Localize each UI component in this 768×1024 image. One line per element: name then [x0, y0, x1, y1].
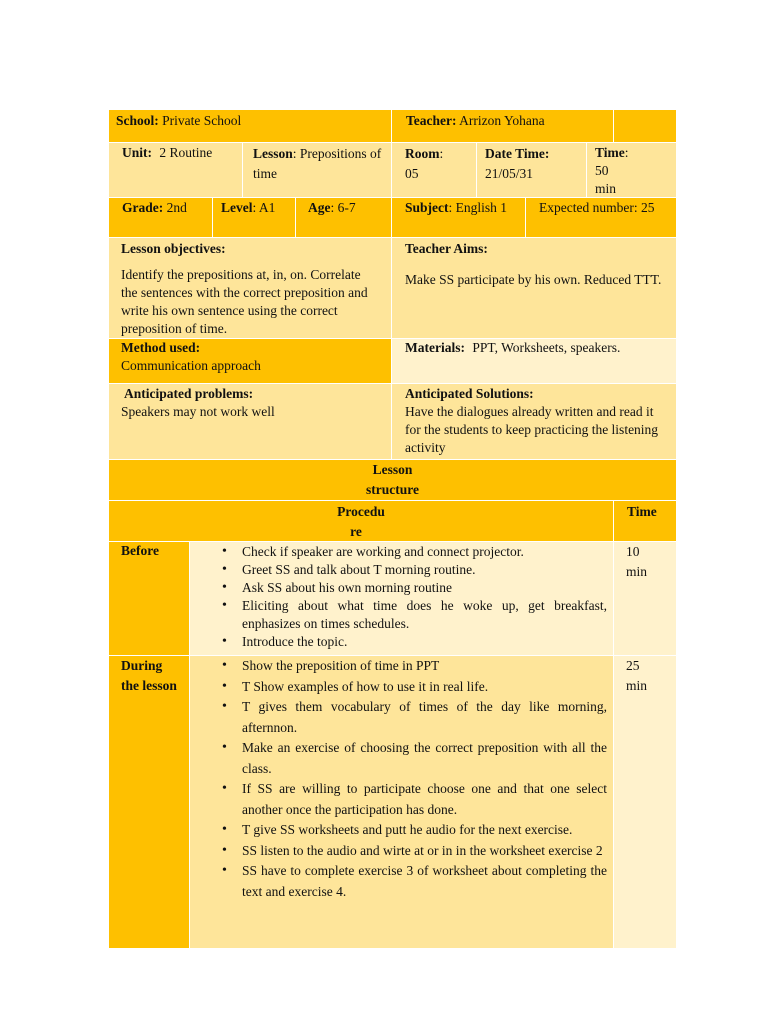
time-label: Time [595, 145, 625, 160]
before-time-number: 10 [626, 544, 640, 559]
level-label: Level [221, 200, 253, 215]
during-list-item: • T gives them vocabulary of times of the day like morning, afternnon. [190, 697, 613, 738]
before-list-item: • Introduce the topic. [190, 633, 613, 651]
problems-cell [109, 384, 391, 459]
during-list-item: • SS listen to the audio and wirte at or in in the worksheet exercise 2 [190, 841, 613, 862]
during-list-item: • T Show examples of how to use it in real life. [190, 677, 613, 698]
teacher-cell [392, 110, 613, 142]
problems-text: Speakers may not work well [121, 404, 275, 419]
method-text: Communication approach [121, 358, 261, 373]
before-list-item: • Eliciting about what time does he woke up, get breakfast, enphasizes on times schedules. [190, 597, 613, 633]
materials-text: PPT, Worksheets, speakers. [472, 340, 621, 355]
subject-label: Subject [405, 200, 449, 215]
lesson-cell [243, 143, 391, 197]
before-time-cell [614, 542, 676, 655]
objectives-cell [109, 238, 391, 338]
teacher-value: Arrizon Yohana [459, 113, 545, 128]
time-header [614, 501, 676, 541]
during-label-line2: the lesson [121, 678, 177, 693]
lesson-value: : Prepositions of time [253, 146, 382, 181]
expected-number-cell [526, 198, 676, 237]
date-time-label: Date Time: [485, 146, 550, 161]
room-value: 05 [405, 166, 419, 181]
before-list-item: • Ask SS about his own morning routine [190, 579, 613, 597]
during-label-line1: During [121, 658, 163, 673]
grade-value: 2nd [166, 200, 187, 215]
level-cell [213, 198, 295, 237]
lesson-structure-line1: Lesson [372, 462, 413, 477]
time-colon: : [624, 145, 629, 160]
lesson-label: Lesson [253, 146, 293, 161]
procedure-line2: re [350, 524, 362, 539]
age-label: Age [308, 200, 331, 215]
during-list-item: • Show the preposition of time in PPT [190, 656, 613, 677]
procedure-header [109, 501, 613, 541]
time-value: 50 min [595, 163, 617, 196]
during-procedure-cell [190, 656, 613, 948]
date-time-cell [477, 143, 586, 197]
before-list [190, 543, 613, 651]
aims-cell [392, 238, 676, 338]
grade-cell [109, 198, 212, 237]
expected-number-value: Expected number: 25 [539, 200, 655, 215]
solutions-cell [392, 384, 676, 459]
room-colon: : [439, 146, 444, 161]
during-label-cell [109, 656, 189, 948]
during-list-item: • If SS are willing to participate choose one and that one select another once the participation has done. [190, 779, 613, 820]
during-list-item: • T give SS worksheets and putt he audio for the next exercise. [190, 820, 613, 841]
unit-label: Unit: [122, 145, 152, 160]
materials-cell [392, 339, 676, 383]
materials-label: Materials: [405, 340, 465, 355]
aims-label: Teacher Aims: [405, 241, 488, 256]
before-label: Before [121, 543, 159, 558]
unit-value: 2 Routine [159, 145, 213, 160]
lesson-structure-line2: structure [366, 482, 419, 497]
during-time-cell [614, 656, 676, 948]
before-list-item: • Check if speaker are working and connect projector. [190, 543, 613, 561]
subject-cell [392, 198, 525, 237]
age-value: : 6-7 [330, 200, 356, 215]
level-value: : A1 [252, 200, 276, 215]
time-header-label: Time [627, 504, 657, 519]
during-list [190, 656, 613, 902]
during-list-item: • Make an exercise of choosing the correct preposition with all the class. [190, 738, 613, 779]
aims-text: Make SS participate by his own. Reduced TTT. [405, 272, 662, 287]
procedure-line1: Procedu [337, 504, 385, 519]
school-value: Private School [162, 113, 242, 128]
objectives-label: Lesson objectives: [121, 241, 226, 256]
teacher-label: Teacher: [406, 113, 457, 128]
subject-value: : English 1 [448, 200, 508, 215]
room-cell [392, 143, 476, 197]
before-list-item: • Greet SS and talk about T morning routine. [190, 561, 613, 579]
method-cell [109, 339, 391, 383]
time-cell [587, 143, 676, 197]
school-label: School: [116, 113, 159, 128]
method-label: Method used: [121, 340, 201, 355]
header-empty-cell [614, 110, 676, 142]
during-list-item: • SS have to complete exercise 3 of worksheet about completing the text and exercise 4. [190, 861, 613, 902]
before-procedure-cell [190, 542, 613, 655]
during-time-number: 25 [626, 658, 640, 673]
solutions-text: Have the dialogues already written and read it for the students to keep practicing the listening activity [405, 404, 659, 455]
during-time-unit: min [626, 678, 648, 693]
grade-label: Grade: [122, 200, 164, 215]
date-time-value: 21/05/31 [485, 166, 534, 181]
unit-cell [109, 143, 242, 197]
objectives-text: Identify the prepositions at, in, on. Correlate the sentences with the correct preposition and write his own sentence using the correct preposition of time. [121, 267, 368, 336]
before-label-cell [109, 542, 189, 655]
solutions-label: Anticipated Solutions: [405, 386, 534, 401]
room-label: Room [405, 146, 440, 161]
lesson-structure-header [109, 460, 676, 500]
before-time-unit: min [626, 564, 648, 579]
age-cell [296, 198, 391, 237]
problems-label: Anticipated problems: [124, 386, 254, 401]
school-cell [109, 110, 391, 142]
